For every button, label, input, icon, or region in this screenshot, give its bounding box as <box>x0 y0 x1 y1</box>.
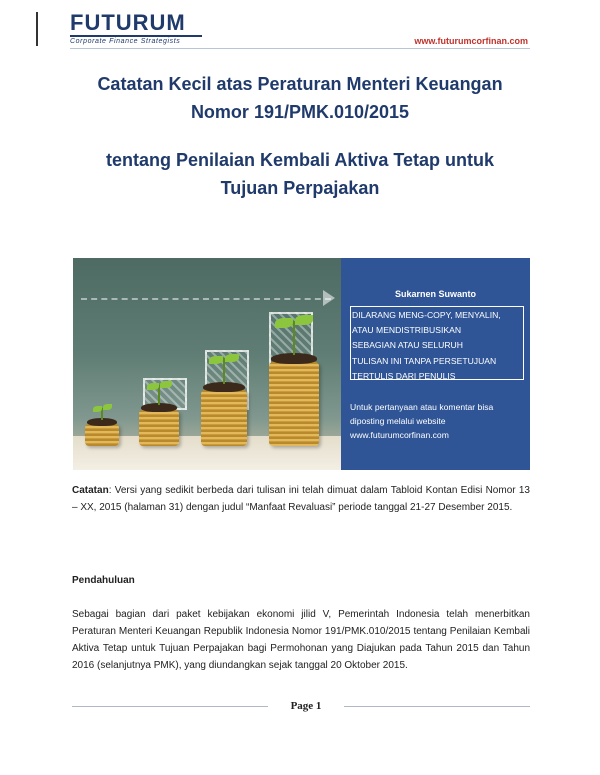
section-body: Sebagai bagian dari paket kebijakan ekonomi jilid V, Pemerintah Indonesia telah menerbitkan Peraturan Menteri Keuangan Republik Indonesia Nomor 191/PMK.010/2015 tentang Penilaian Kembali Aktiva Tetap untuk Tujuan Perpajakan bagi Permohonan yang Diajukan pada Tahun 2015 dan Tahun 2016 (selanjutnya PMK), yang diundangkan sejak tanggal 20 Oktober 2015. <box>72 609 530 671</box>
sprout-stem <box>293 321 295 355</box>
footer-rule-right <box>344 706 530 707</box>
coin-growth-photo <box>73 258 341 470</box>
logo-tagline: Corporate Finance Strategists <box>70 38 181 45</box>
page-number: Page 1 <box>290 700 322 712</box>
subtitle-line-2: Tujuan Perpajakan <box>220 178 380 198</box>
sprout-leaf <box>93 406 102 412</box>
note-text: : Versi yang sedikit berbeda dari tulisan ini telah dimuat dalam Tabloid Kontan Edisi Nomor 13 – XX, 2015 (halaman 31) dengan judul “Manfaat Revaluasi” periode tanggal 21-27 Desember 2015. <box>72 485 530 513</box>
contact-note <box>350 400 526 442</box>
coin-stack <box>139 410 179 446</box>
logo-underline <box>70 35 202 37</box>
title-line-2: Nomor 191/PMK.010/2015 <box>190 102 410 122</box>
contact-line: Untuk pertanyaan atau komentar bisa <box>350 402 494 412</box>
section-heading: Pendahuluan <box>72 575 135 586</box>
futurum-logo <box>70 12 202 45</box>
warning-line: TULISAN INI TANPA PERSETUJUAN <box>352 355 497 366</box>
author-name: Sukarnen Suwanto <box>394 289 476 299</box>
document-title <box>40 70 560 126</box>
sprout-leaf <box>225 354 239 362</box>
warning-line: DILARANG MENG-COPY, MENYALIN, <box>352 310 501 320</box>
header-divider <box>70 48 530 49</box>
sprout-leaf <box>295 315 313 325</box>
chalk-arrow-line <box>81 298 331 302</box>
warning-line: TERTULIS DARI PENULIS <box>352 370 456 381</box>
title-line-1: Catatan Kecil atas Peraturan Menteri Keuangan <box>97 74 503 94</box>
sprout-leaf <box>147 383 159 390</box>
warning-line: SEBAGIAN ATAU SELURUH <box>352 340 463 351</box>
copyright-warning <box>350 306 524 380</box>
footer-rule-left <box>72 706 268 707</box>
sprout-leaf <box>160 381 172 388</box>
chalk-arrow-head <box>323 290 335 306</box>
cover-banner <box>73 258 530 470</box>
coin-stack <box>269 362 319 446</box>
subtitle-line-1: tentang Penilaian Kembali Aktiva Tetap untuk <box>105 150 495 170</box>
contact-line: diposting melalui website <box>350 416 446 426</box>
margin-rule <box>36 12 38 46</box>
website-link[interactable]: www.futurumcorfinan.com <box>414 36 528 46</box>
document-subtitle <box>40 146 560 202</box>
coin-stack <box>201 390 247 446</box>
logo-name: FUTURUM <box>70 10 186 35</box>
coin-stack <box>85 424 119 446</box>
note-label: Catatan <box>72 485 109 496</box>
contact-website: www.futurumcorfinan.com <box>350 430 449 440</box>
publication-note <box>72 482 530 516</box>
warning-line: ATAU MENDISTRIBUSIKAN <box>352 325 462 336</box>
sprout-leaf <box>275 318 293 328</box>
sprout-leaf <box>103 404 112 410</box>
copyright-panel <box>341 258 530 470</box>
sprout-leaf <box>209 356 223 364</box>
